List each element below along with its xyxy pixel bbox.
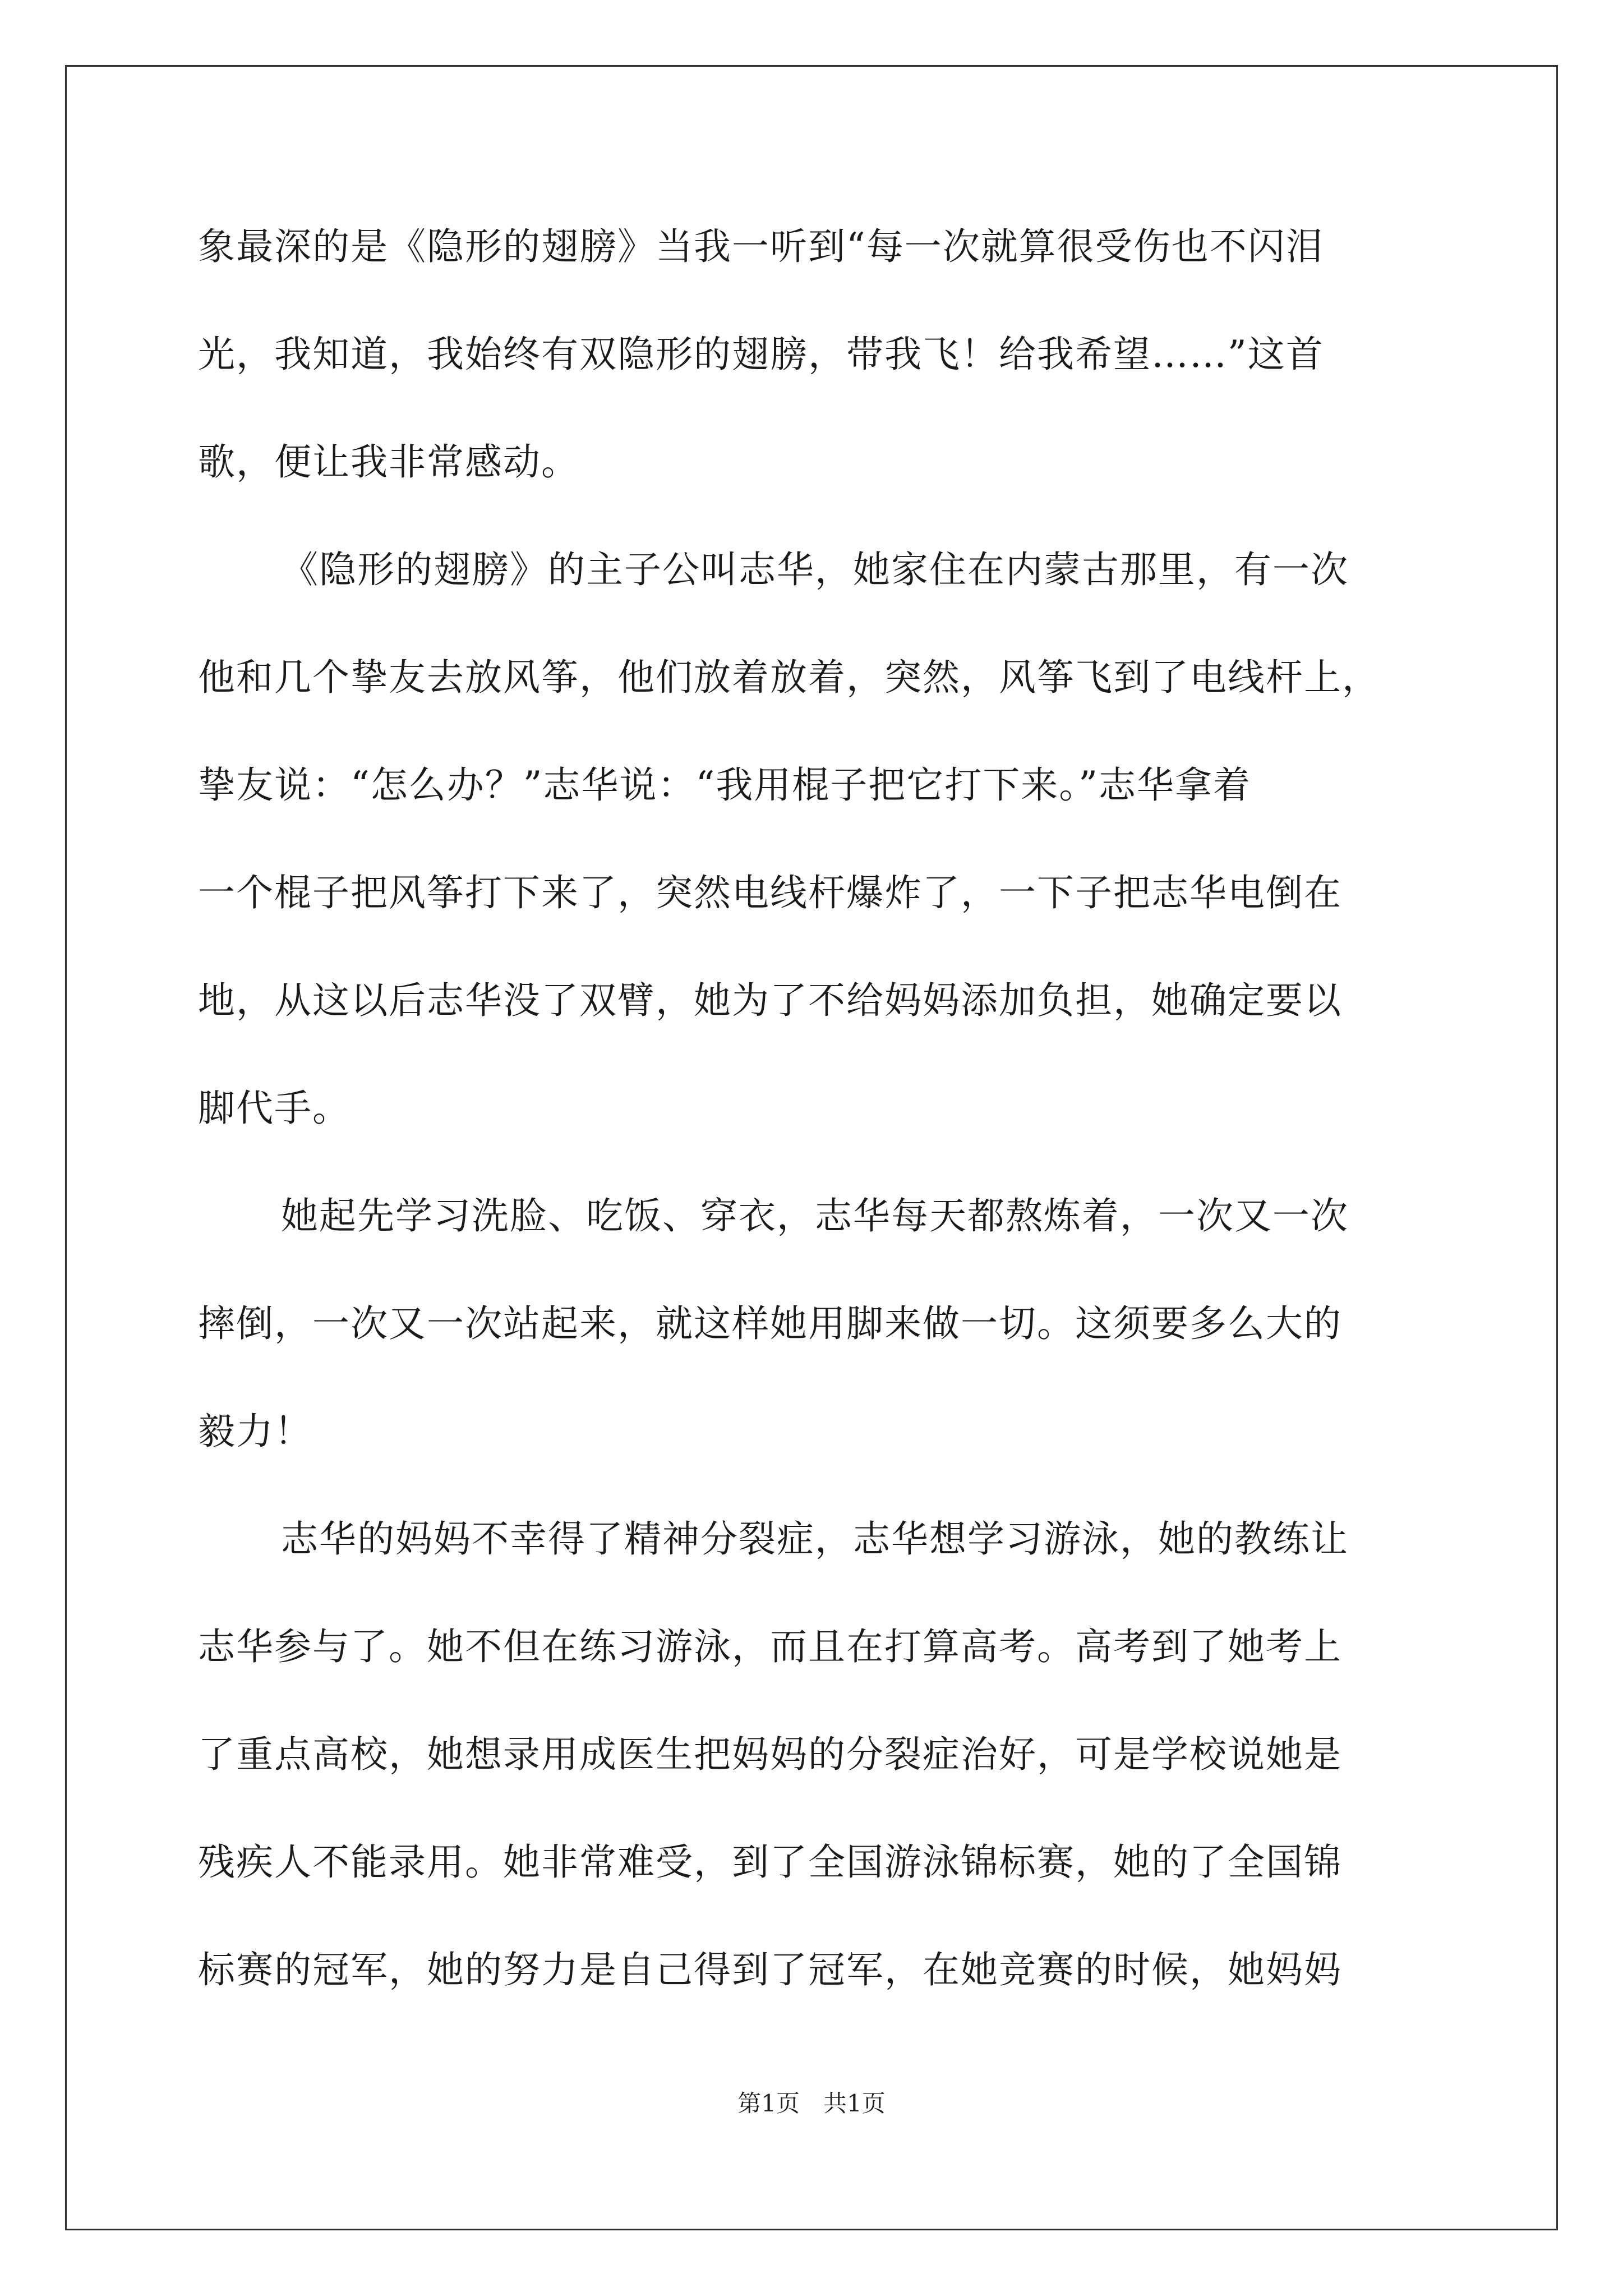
text-line: 了重点高校，她想录用成医生把妈妈的分裂症治好，可是学校说她是 xyxy=(198,1733,1342,1776)
text-line: 残疾人不能录用。她非常难受，到了全国游泳锦标赛，她的了全国锦 xyxy=(198,1841,1342,1884)
text-line: 志华参与了。她不但在练习游泳，而且在打算高考。高考到了她考上 xyxy=(198,1625,1342,1668)
text-line: 他和几个挚友去放风筝，他们放着放着，突然，风筝飞到了电线杆上， xyxy=(198,656,1380,699)
text-line: 志华的妈妈不幸得了精神分裂症，志华想学习游泳，她的教练让 xyxy=(281,1517,1349,1561)
text-line: 光，我知道，我始终有双隐形的翅膀，带我飞！给我希望……”这首 xyxy=(198,333,1324,376)
text-line: 《隐形的翅膀》的主子公叫志华，她家住在内蒙古那里，有一次 xyxy=(281,548,1349,591)
text-line: 摔倒，一次又一次站起来，就这样她用脚来做一切。这须要多么大的 xyxy=(198,1302,1342,1345)
text-line: 标赛的冠军，她的努力是自己得到了冠军，在她竞赛的时候，她妈妈 xyxy=(198,1948,1342,1991)
page-border xyxy=(65,65,1558,2230)
text-line: 象最深的是《隐形的翅膀》当我一听到“每一次就算很受伤也不闪泪 xyxy=(198,225,1324,268)
page-footer: 第1页 共1页 xyxy=(737,2090,886,2117)
text-line: 歌，便让我非常感动。 xyxy=(198,440,579,484)
text-line: 她起先学习洗脸、吃饭、穿衣，志华每天都熬炼着，一次又一次 xyxy=(281,1194,1349,1237)
text-line: 挚友说：“怎么办？”志华说：“我用棍子把它打下来。”志华拿着 xyxy=(198,763,1251,807)
text-line: 一个棍子把风筝打下来了，突然电线杆爆炸了，一下子把志华电倒在 xyxy=(198,871,1342,914)
text-line: 毅力！ xyxy=(198,1410,312,1453)
text-line: 地，从这以后志华没了双臂，她为了不给妈妈添加负担，她确定要以 xyxy=(198,979,1342,1022)
text-line: 脚代手。 xyxy=(198,1087,351,1130)
